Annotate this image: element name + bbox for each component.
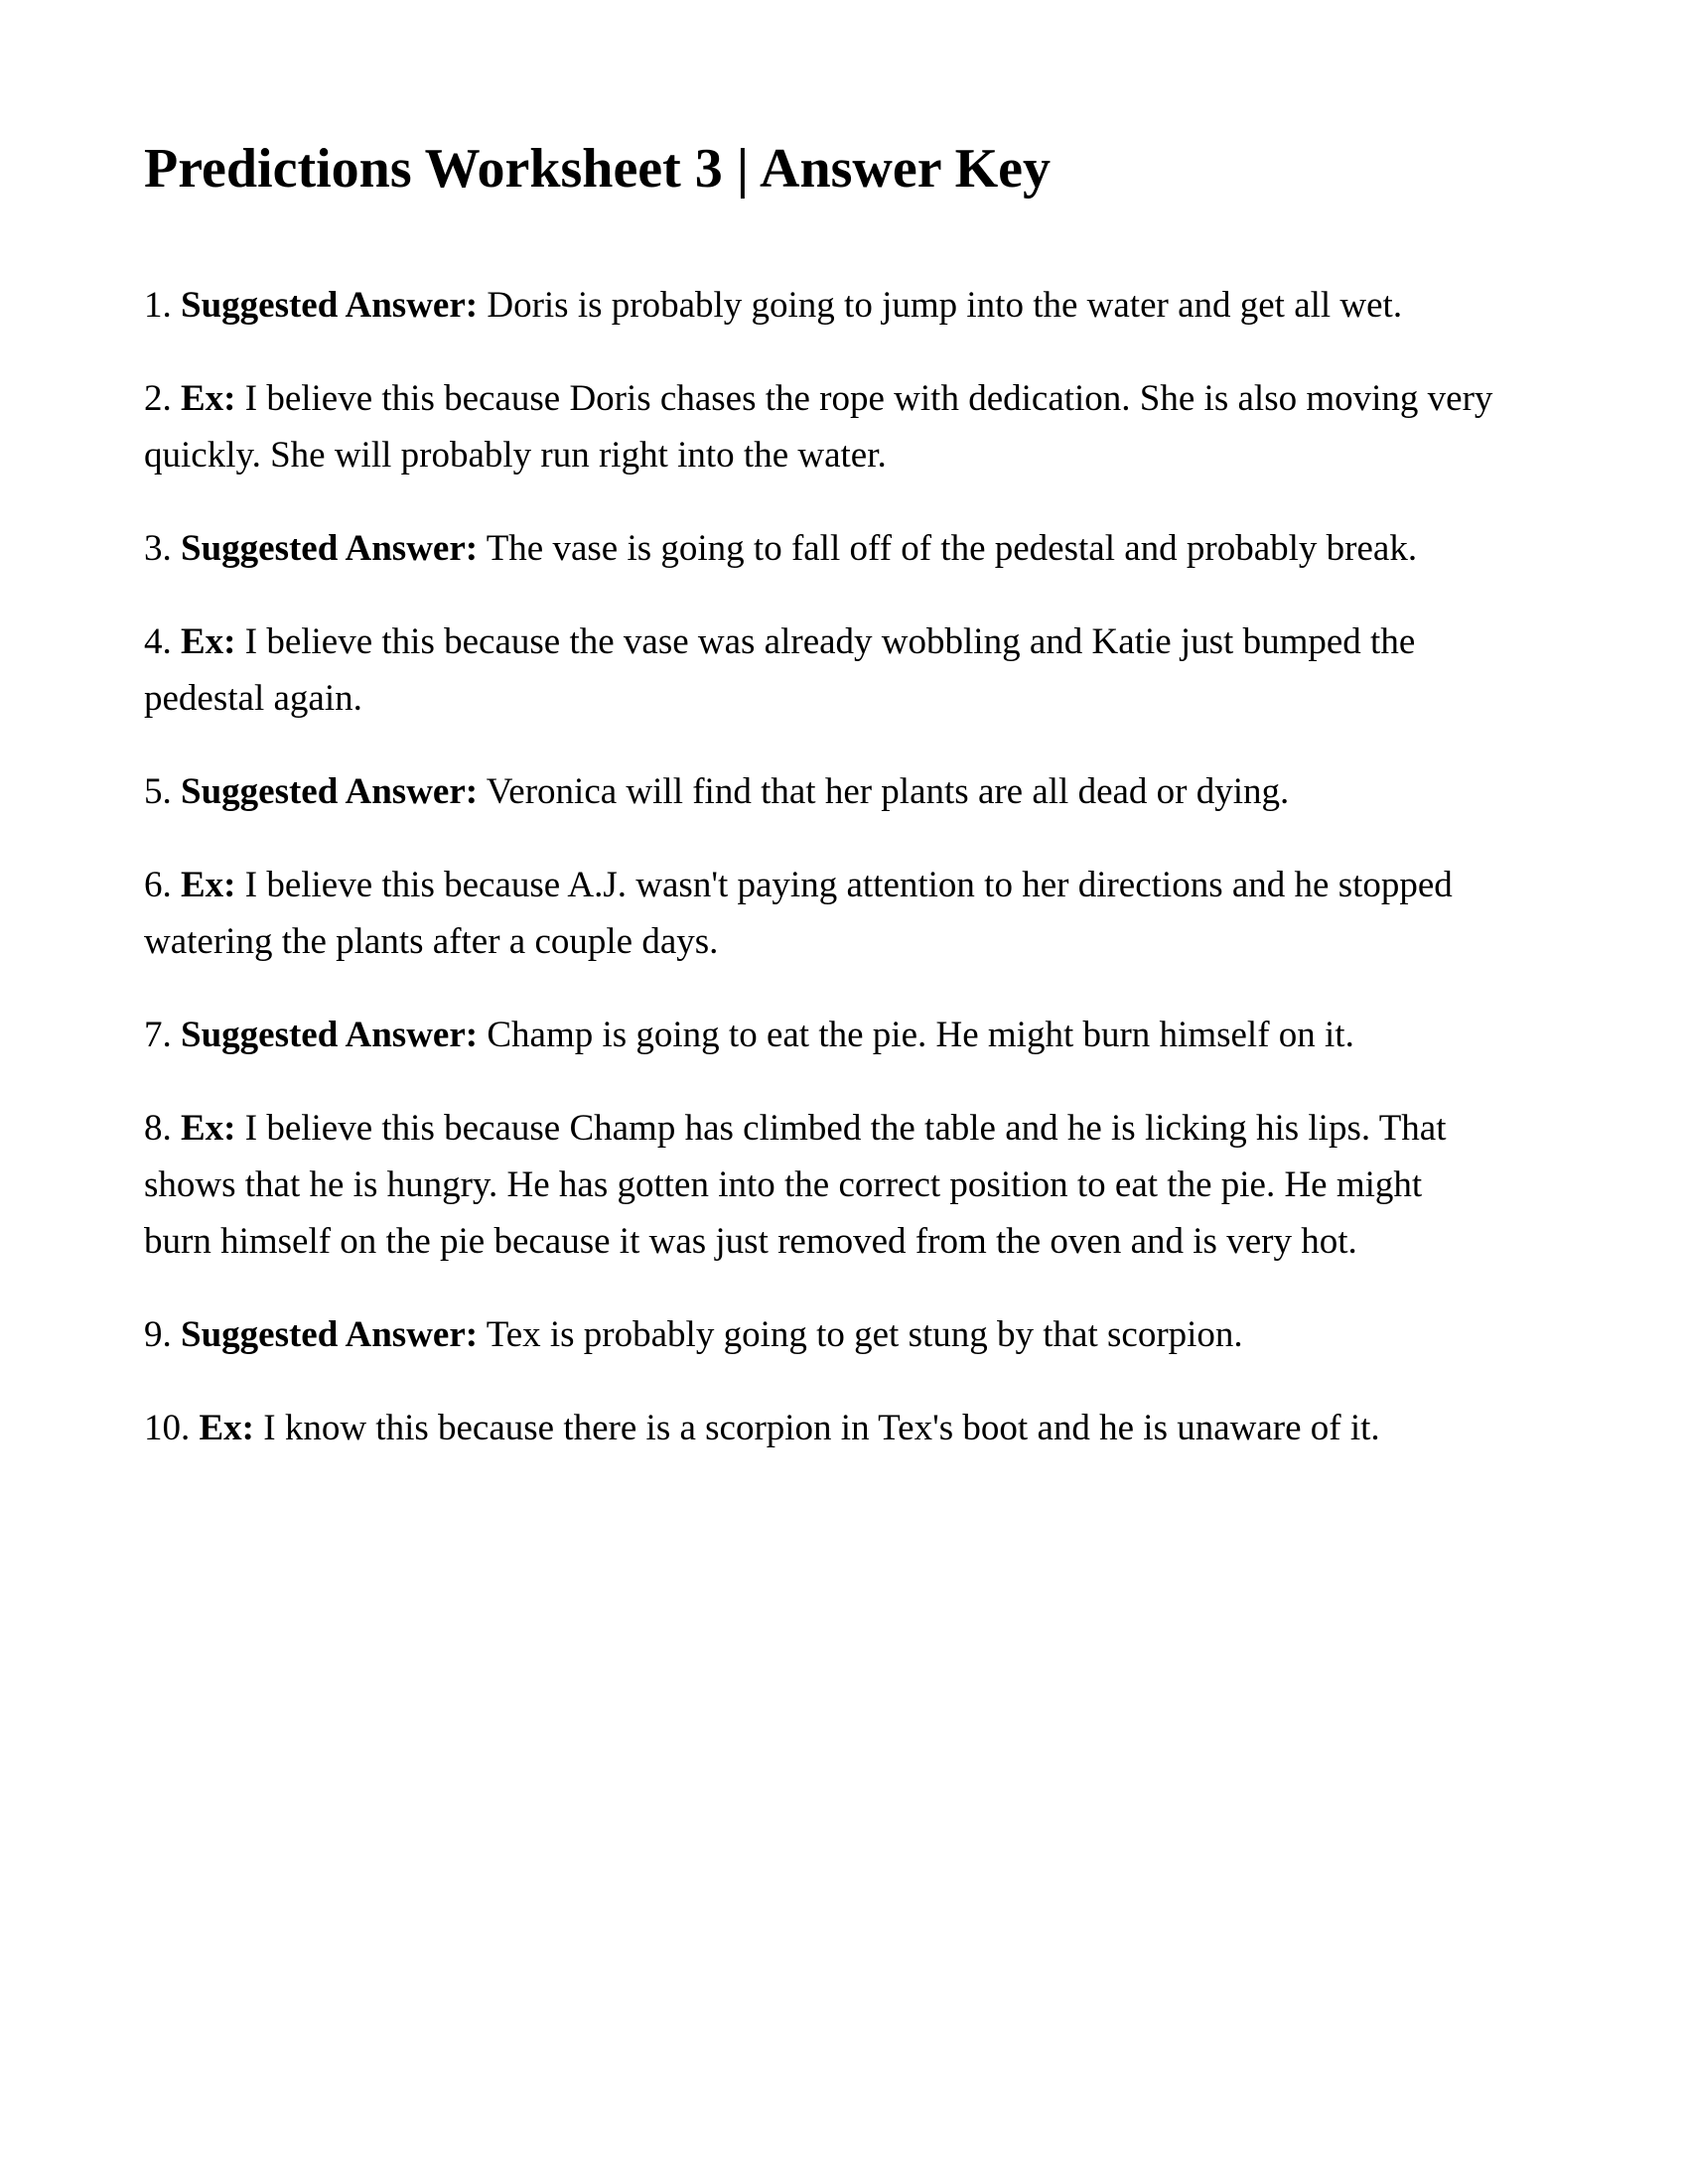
answer-item-5 (144, 764, 1494, 821)
item-text: I believe this because Doris chases the rope with dedication. She is also moving very quickly. She will probably run right into the water. (144, 378, 1493, 477)
item-label: Ex: (199, 1407, 254, 1448)
item-number: 10. (144, 1407, 191, 1448)
item-label: Ex: (181, 378, 236, 420)
answer-item-4 (144, 614, 1494, 728)
answer-item-6 (144, 858, 1494, 971)
item-text: I believe this because A.J. wasn't paying attention to her directions and he stopped watering the plants after a couple days. (144, 865, 1453, 963)
answer-item-10 (144, 1401, 1494, 1457)
item-label: Suggested Answer: (181, 285, 479, 327)
item-text: I believe this because the vase was already wobbling and Katie just bumped the pedestal again. (144, 621, 1416, 720)
item-number: 6. (144, 865, 172, 906)
item-label: Suggested Answer: (181, 1313, 479, 1355)
answer-item-9 (144, 1307, 1494, 1364)
page-title: Predictions Worksheet 3 | Answer Key (144, 138, 1051, 200)
item-text: Doris is probably going to jump into the water and get all wet. (487, 285, 1403, 327)
item-number: 4. (144, 621, 172, 663)
answer-item-3 (144, 521, 1494, 578)
item-label: Suggested Answer: (181, 528, 479, 570)
answer-item-2 (144, 371, 1494, 484)
item-label: Ex: (181, 1108, 236, 1150)
answer-item-1 (144, 278, 1494, 335)
item-label: Ex: (181, 621, 236, 663)
item-number: 2. (144, 378, 172, 420)
item-text: Veronica will find that her plants are all dead or dying. (486, 771, 1290, 813)
item-number: 1. (144, 285, 172, 327)
item-text: Tex is probably going to get stung by that scorpion. (486, 1313, 1243, 1355)
item-label: Ex: (181, 865, 236, 906)
item-label: Suggested Answer: (181, 1015, 479, 1056)
item-text: I believe this because Champ has climbed the table and he is licking his lips. That shows that he is hungry. He has gotten into the correct position to eat the pie. He might burn himself on the pie because it was just removed from the oven and is very hot. (144, 1108, 1447, 1263)
item-number: 5. (144, 771, 172, 813)
answer-item-7 (144, 1008, 1494, 1064)
answer-item-8 (144, 1101, 1494, 1271)
item-text: Champ is going to eat the pie. He might burn himself on it. (487, 1015, 1354, 1056)
item-text: I know this because there is a scorpion in Tex's boot and he is unaware of it. (263, 1407, 1380, 1448)
item-number: 7. (144, 1015, 172, 1056)
item-number: 8. (144, 1108, 172, 1150)
item-number: 9. (144, 1313, 172, 1355)
item-number: 3. (144, 528, 172, 570)
item-text: The vase is going to fall off of the pedestal and probably break. (486, 528, 1418, 570)
item-label: Suggested Answer: (181, 771, 479, 813)
